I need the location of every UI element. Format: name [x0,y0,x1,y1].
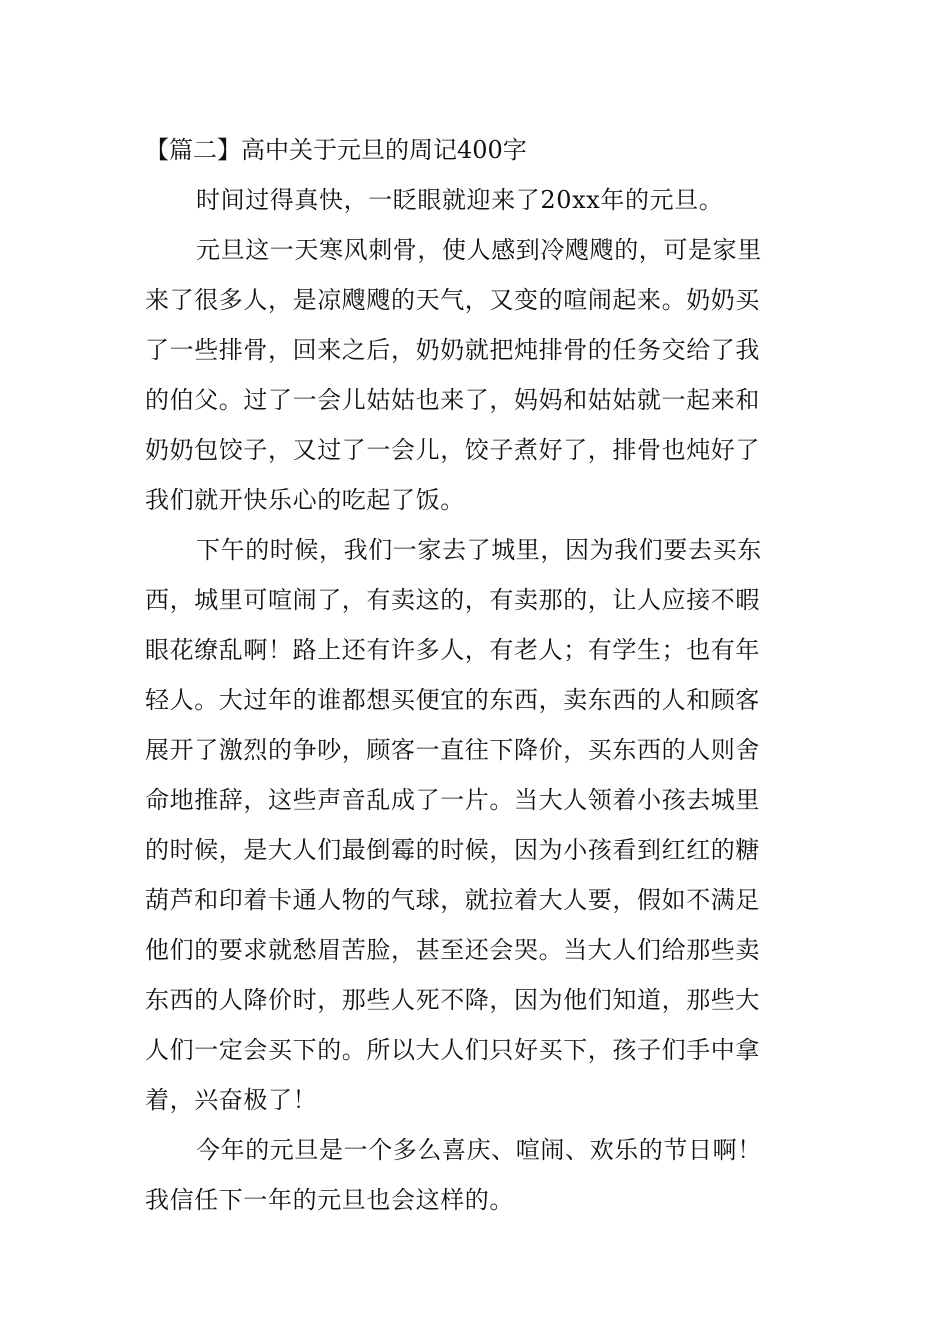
paragraph-line: 葫芦和印着卡通人物的气球，就拉着大人要，假如不满足 [145,886,760,914]
paragraph-line: 元旦这一天寒风刺骨，使人感到冷飕飕的，可是家里 [196,236,762,264]
paragraph-line: 东西的人降价时，那些人死不降，因为他们知道，那些大 [145,986,760,1014]
paragraph-line: 着，兴奋极了！ [145,1086,318,1114]
paragraph-line: 我信任下一年的元旦也会这样的。 [145,1186,514,1214]
document-title: 【篇二】高中关于元旦的周记400字 [145,136,527,164]
paragraph-line: 时间过得真快，一眨眼就迎来了20xx年的元旦。 [196,186,724,214]
paragraph-line: 今年的元旦是一个多么喜庆、喧闹、欢乐的节日啊！ [196,1136,762,1164]
paragraph-line: 西，城里可喧闹了，有卖这的，有卖那的，让人应接不暇 [145,586,760,614]
paragraph-line: 展开了激烈的争吵，顾客一直往下降价，买东西的人则舍 [145,736,760,764]
paragraph-line: 下午的时候，我们一家去了城里，因为我们要去买东 [196,536,762,564]
paragraph-line: 来了很多人，是凉飕飕的天气，又变的喧闹起来。奶奶买 [145,286,760,314]
paragraph-line: 的时候，是大人们最倒霉的时候，因为小孩看到红红的糖 [145,836,760,864]
paragraph-line: 奶奶包饺子，又过了一会儿，饺子煮好了，排骨也炖好了 [145,436,760,464]
paragraph-line: 轻人。大过年的谁都想买便宜的东西，卖东西的人和顾客 [145,686,760,714]
paragraph-line: 人们一定会买下的。所以大人们只好买下，孩子们手中拿 [145,1036,760,1064]
paragraph-line: 的伯父。过了一会儿姑姑也来了，妈妈和姑姑就一起来和 [145,386,760,414]
paragraph-line: 命地推辞，这些声音乱成了一片。当大人领着小孩去城里 [145,786,760,814]
paragraph-line: 他们的要求就愁眉苦脸，甚至还会哭。当大人们给那些卖 [145,936,760,964]
paragraph-line: 了一些排骨，回来之后，奶奶就把炖排骨的任务交给了我 [145,336,760,364]
paragraph-line: 我们就开快乐心的吃起了饭。 [145,486,465,514]
paragraph-line: 眼花缭乱啊！路上还有许多人，有老人；有学生；也有年 [145,636,760,664]
